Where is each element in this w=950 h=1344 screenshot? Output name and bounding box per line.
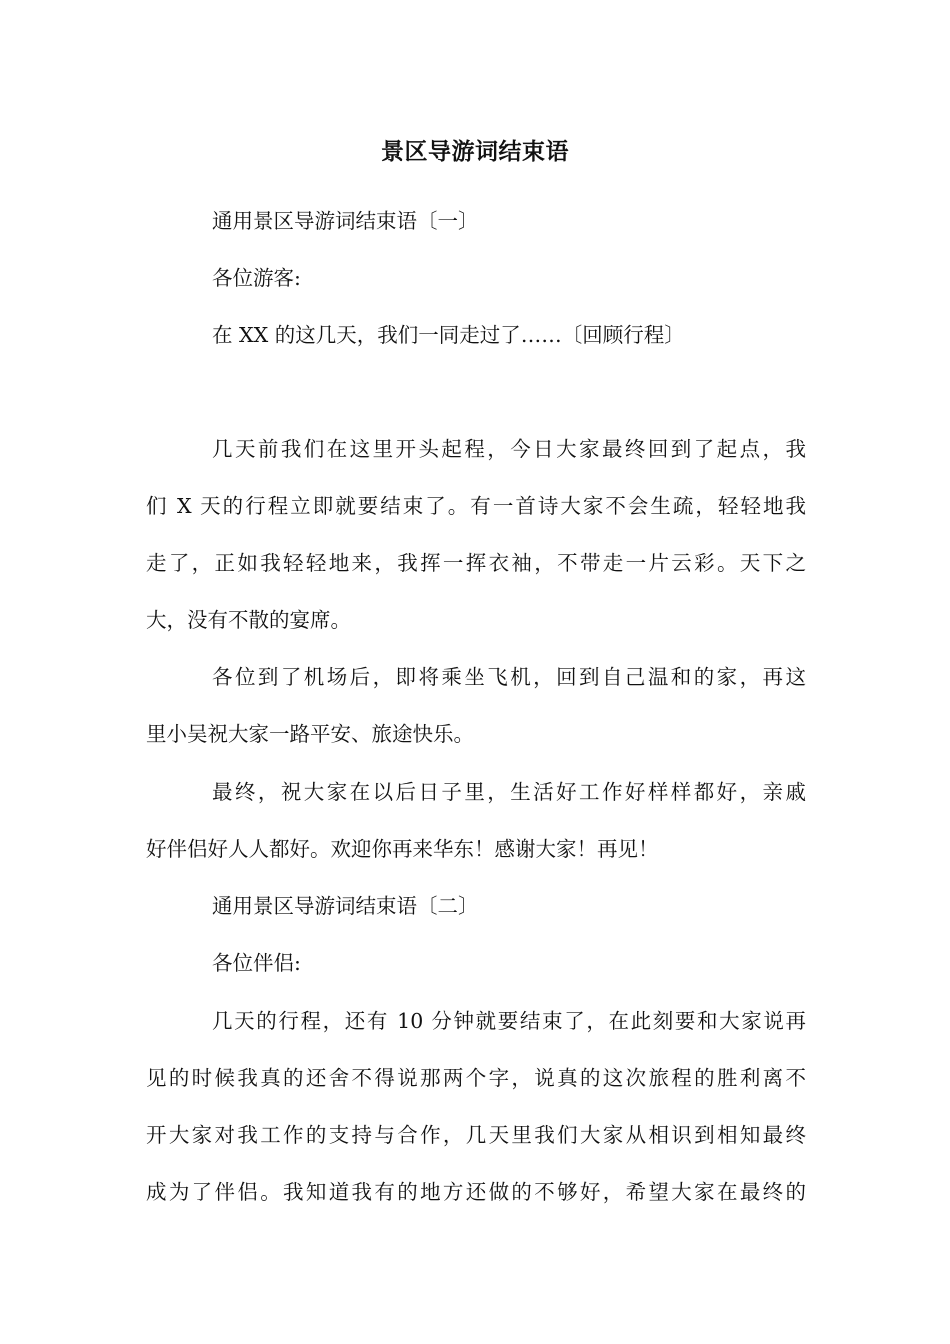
paragraph-line: 最终，祝大家在以后日子里，生活好工作好样样都好，亲戚 [212,780,806,804]
document-title: 景区导游词结束语 [381,138,569,165]
paragraph-line: 见的时候我真的还舍不得说那两个字，说真的这次旅程的胜利离不 [146,1066,806,1090]
paragraph-line: 在 XX 的这几天，我们一同走过了……〔回顾行程〕 [212,323,685,347]
paragraph-line: 里小吴祝大家一路平安、旅途快乐。 [146,722,474,746]
paragraph-line: 几天前我们在这里开头起程，今日大家最终回到了起点，我 [212,437,806,461]
paragraph-line: 成为了伴侣。我知道我有的地方还做的不够好，希望大家在最终的 [146,1180,806,1204]
salutation-1: 各位游客: [212,266,301,290]
paragraph-line: 好伴侣好人人都好。欢迎你再来华东！感谢大家！再见！ [146,837,659,861]
section-heading-1: 通用景区导游词结束语〔一〕 [212,209,479,233]
section-heading-2: 通用景区导游词结束语〔二〕 [212,894,479,918]
paragraph-line: 们 X 天的行程立即就要结束了。有一首诗大家不会生疏，轻轻地我 [146,494,806,518]
paragraph-line: 大，没有不散的宴席。 [146,608,351,632]
paragraph-line: 各位到了机场后，即将乘坐飞机，回到自己温和的家，再这 [212,665,806,689]
paragraph-line: 走了，正如我轻轻地来，我挥一挥衣袖，不带走一片云彩。天下之 [146,551,806,575]
salutation-2: 各位伴侣: [212,951,301,975]
paragraph-line: 开大家对我工作的支持与合作，几天里我们大家从相识到相知最终 [146,1123,806,1147]
paragraph-line: 几天的行程，还有 10 分钟就要结束了，在此刻要和大家说再 [212,1009,806,1033]
